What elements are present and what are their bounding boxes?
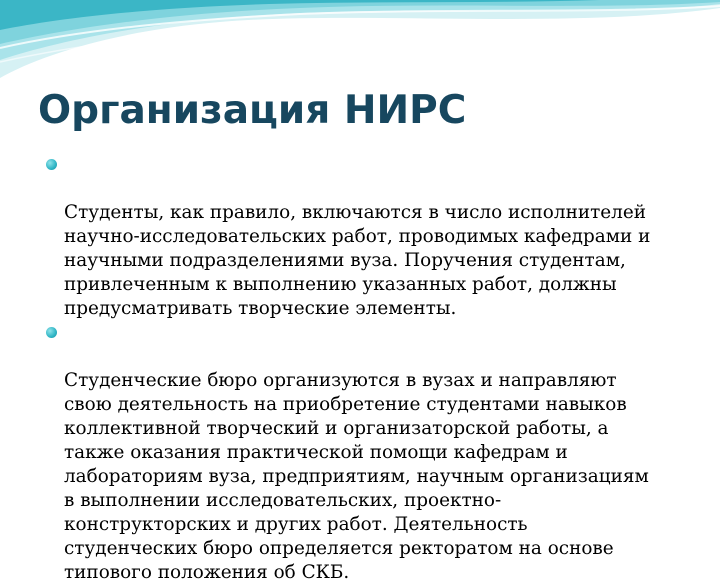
bullet-text: Студенческие бюро организуются в вузах и направляют свою деятельность на приобретение студентами навыков коллективной творческий и организаторской работы, а также оказания практической помощи кафедрам и лабораториям вуза, предприятиям, научным организациям в выполнении исследовательских, проектно- конструкторских и других работ. Деятельность студенческих бюро определяется ректоратом на основе типового положения об СКБ. [64,370,649,583]
bullet-dot-icon [46,327,57,338]
bullet-item [64,321,704,585]
bullet-dot-icon [46,159,57,170]
decorative-wave-header [0,0,720,80]
bullet-item [64,153,704,321]
bullet-list [64,153,704,585]
slide-title: Организация НИРС [38,88,467,133]
bullet-text: Студенты, как правило, включаются в число исполнителей научно-исследовательских работ, проводимых кафедрами и научными подразделениями вуза. Поручения студентам, привлеченным к выполнению указанных работ, должны предусматривать творческие элементы. [64,202,651,319]
